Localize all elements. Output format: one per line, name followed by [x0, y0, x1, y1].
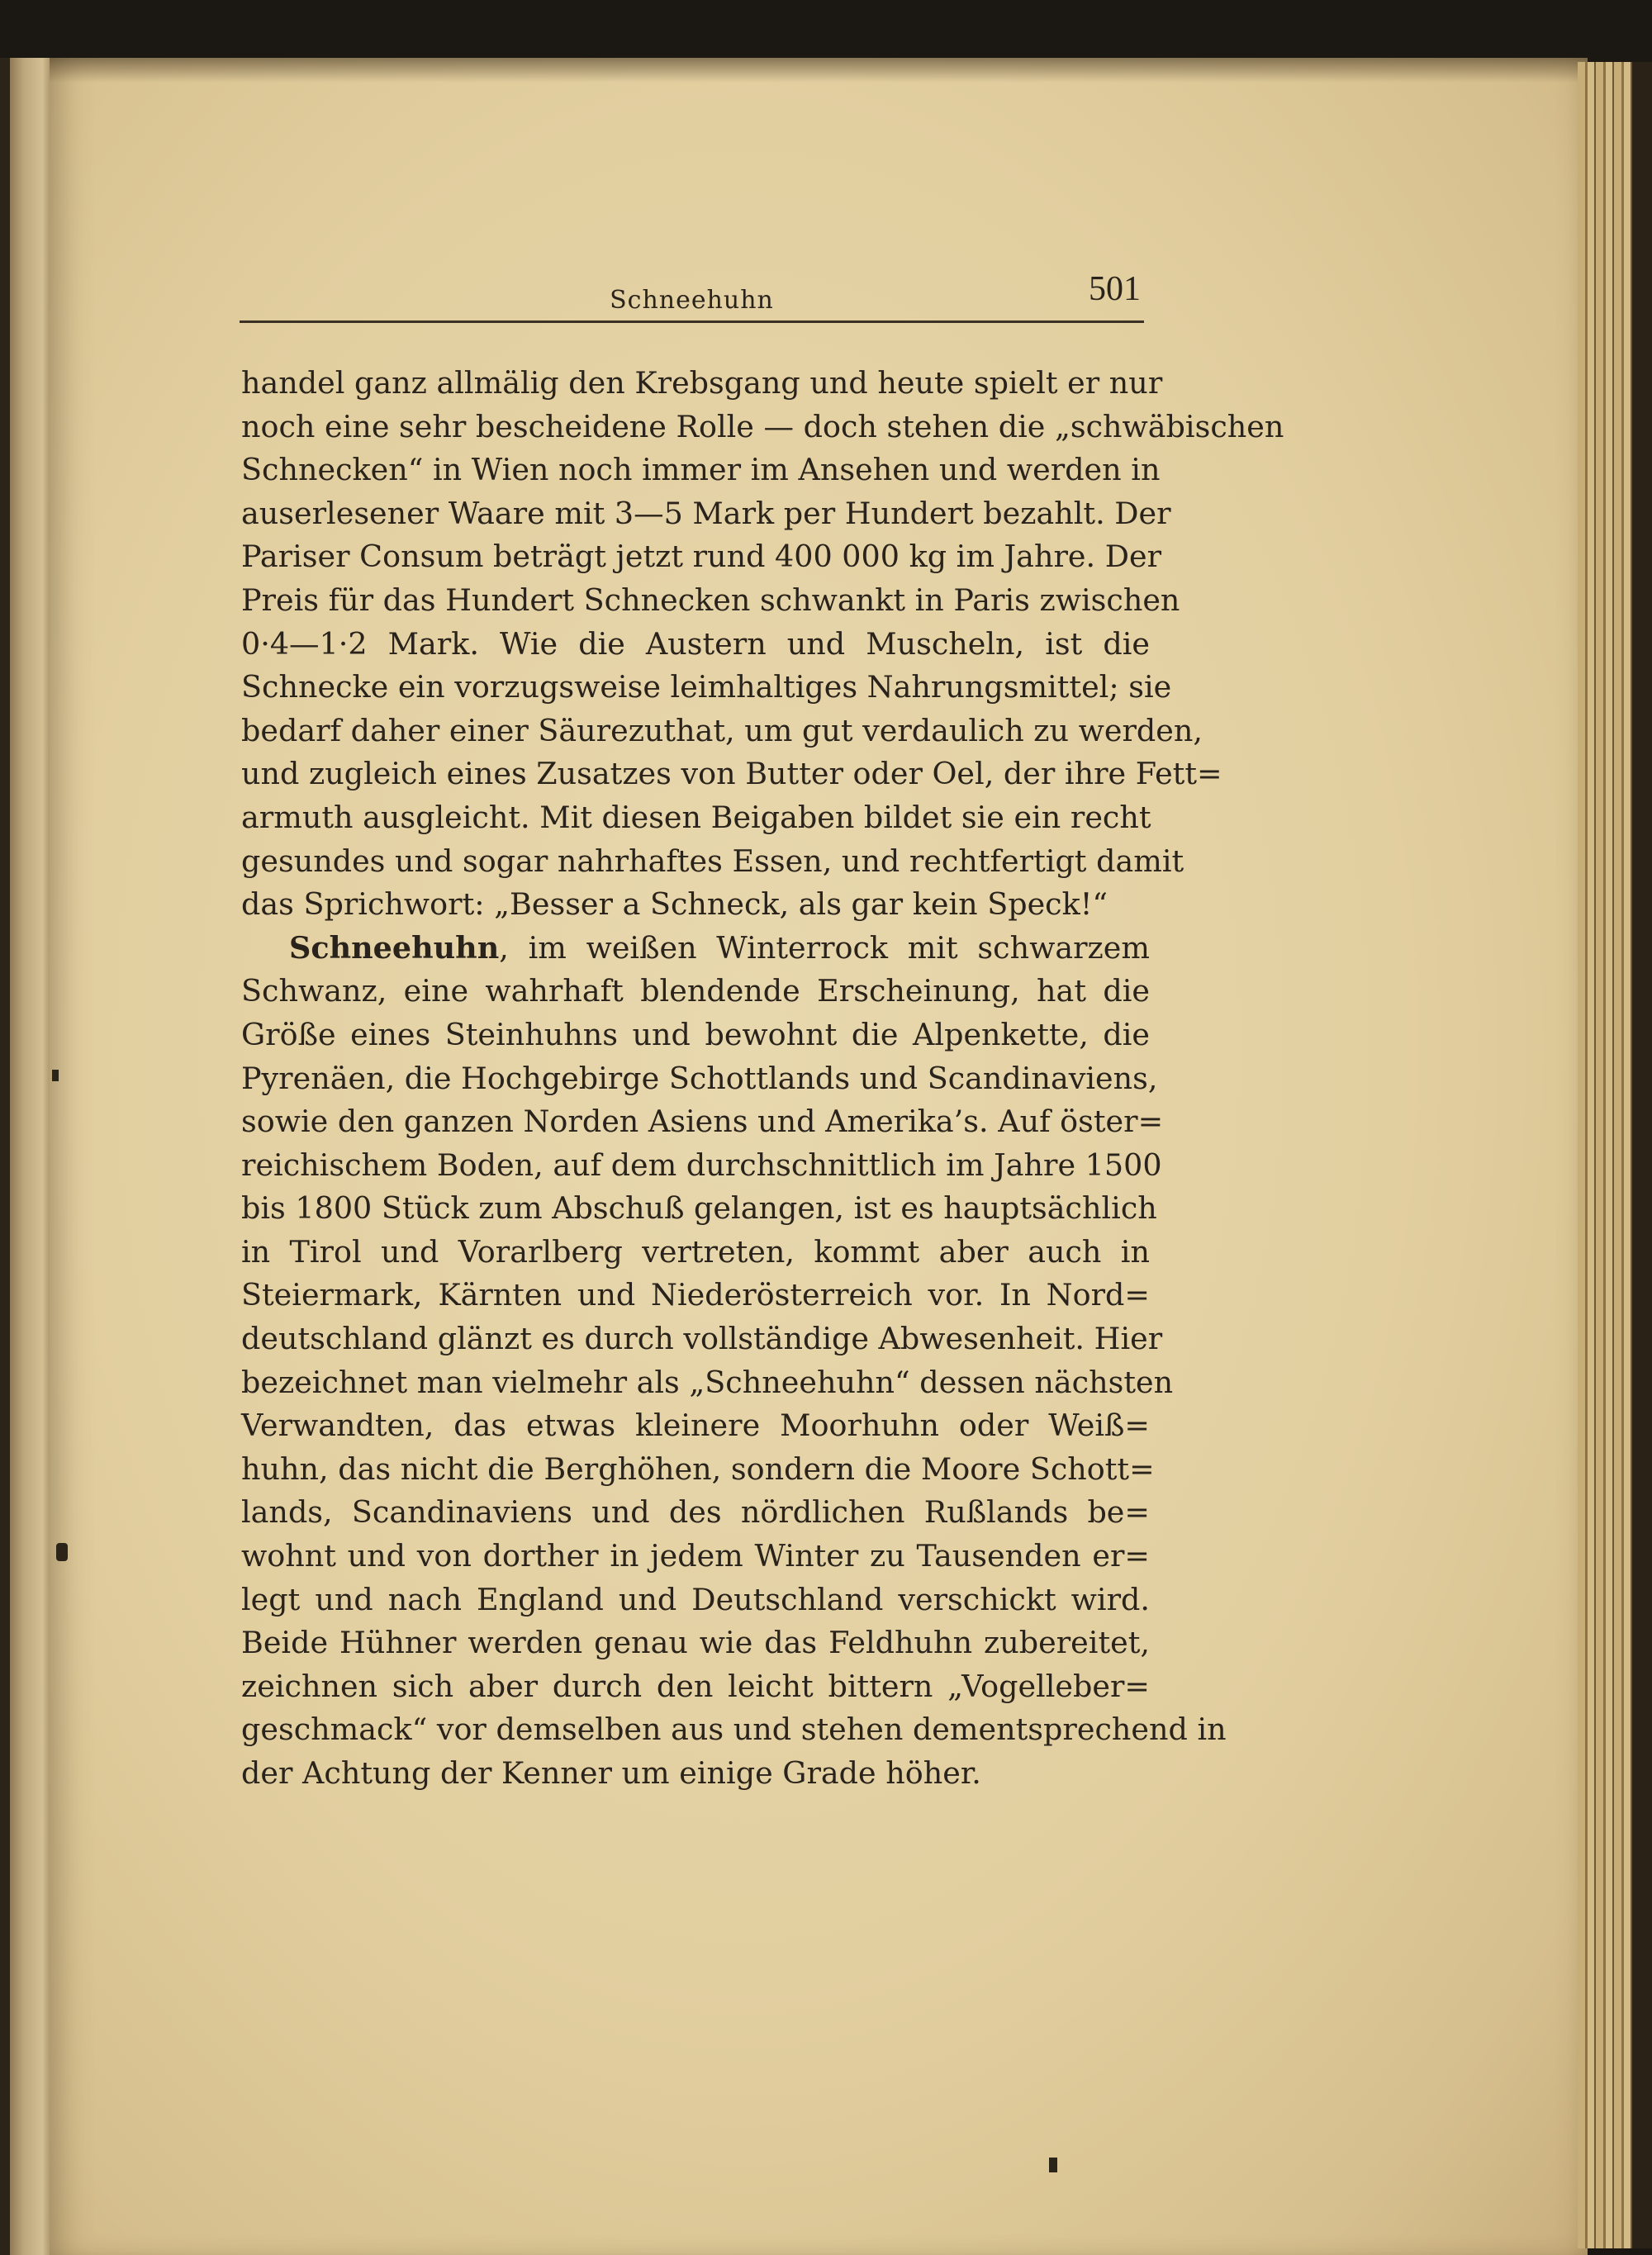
- text-line: reichischem Boden, auf dem durchschnittlich im Jahre 1500: [241, 1146, 1162, 1183]
- body-text: [241, 362, 1284, 1796]
- text-line: gesundes und sogar nahrhaftes Essen, und rechtfertigt damit: [241, 843, 1184, 879]
- text-line: auserlesener Waare mit 3—5 Mark per Hundert bezahlt. Der: [241, 495, 1171, 531]
- text-line: Preis für das Hundert Schnecken schwankt in Paris zwischen: [241, 582, 1180, 618]
- text-line: Beide Hühner werden genau wie das Feldhuhn zubereitet,: [241, 1625, 1150, 1661]
- text-line: wohnt und von dorther in jedem Winter zu Tausenden er=: [241, 1538, 1150, 1574]
- text-line: geschmack“ vor demselben aus und stehen dementsprechend in: [241, 1711, 1227, 1748]
- text-line: lands, Scandinaviens und des nördlichen Rußlands be=: [241, 1494, 1150, 1531]
- page-header: [240, 266, 1144, 323]
- margin-speck: [56, 1543, 68, 1561]
- text-line: bezeichnet man vielmehr als „Schneehuhn“ dessen nächsten: [241, 1364, 1174, 1400]
- text-line: und zugleich eines Zusatzes von Butter oder Oel, der ihre Fett=: [241, 756, 1222, 792]
- text-line: Größe eines Steinhuhns und bewohnt die Alpenkette, die: [241, 1016, 1150, 1052]
- margin-speck: [52, 1070, 59, 1081]
- text-line: Steiermark, Kärnten und Niederösterreich vor. In Nord=: [241, 1277, 1150, 1313]
- text-line: sowie den ganzen Norden Asiens und Amerika’s. Auf öster=: [241, 1104, 1164, 1140]
- text-line: der Achtung der Kenner um einige Grade höher.: [241, 1755, 981, 1791]
- text-line: bis 1800 Stück zum Abschuß gelangen, ist es hauptsächlich: [241, 1190, 1157, 1227]
- margin-speck: [1049, 2158, 1057, 2172]
- text-line: huhn, das nicht die Berghöhen, sondern die Moore Schott=: [241, 1450, 1155, 1487]
- page-top-shadow: [50, 58, 1588, 83]
- text-line: Verwandten, das etwas kleinere Moorhuhn oder Weiß=: [241, 1408, 1150, 1444]
- text-line: Schnecke ein vorzugsweise leimhaltiges Nahrungsmittel; sie: [241, 669, 1172, 705]
- text-line: zeichnen sich aber durch den leicht bittern „Vogelleber=: [241, 1668, 1150, 1704]
- page-number: 501: [1089, 270, 1141, 308]
- text-line: deutschland glänzt es durch vollständige Abwesenheit. Hier: [241, 1321, 1163, 1357]
- page-stack-edges: [1578, 62, 1652, 2248]
- text-line: handel ganz allmälig den Krebsgang und heute spielt er nur: [241, 365, 1163, 401]
- text-line: Schwanz, eine wahrhaft blendende Erscheinung, hat die: [241, 973, 1150, 1009]
- text-line: armuth ausgleicht. Mit diesen Beigaben bildet sie ein recht: [241, 799, 1151, 835]
- entry-first-line: [241, 927, 1150, 971]
- text-line: legt und nach England und Deutschland verschickt wird.: [241, 1581, 1150, 1617]
- text-line: Schnecken“ in Wien noch immer im Ansehen und werden in: [241, 452, 1161, 488]
- binding-shadow: [0, 58, 10, 2255]
- text-line: in Tirol und Vorarlberg vertreten, kommt aber auch in: [241, 1233, 1150, 1270]
- text-line: bedarf daher einer Säurezuthat, um gut verdaulich zu werden,: [241, 712, 1203, 748]
- entry-headword-rest: , im weißen Winterrock mit schwarzem: [499, 929, 1150, 966]
- text-line: das Sprichwort: „Besser a Schneck, als gar kein Speck!“: [241, 886, 1108, 923]
- text-line: noch eine sehr bescheidene Rolle — doch stehen die „schwäbischen: [241, 408, 1284, 444]
- running-head: Schneehuhn: [610, 286, 774, 315]
- entry-headword: Schneehuhn: [289, 929, 500, 966]
- text-line: Pariser Consum beträgt jetzt rund 400 000 kg im Jahre. Der: [241, 539, 1162, 575]
- text-line: 0·4—1·2 Mark. Wie die Austern und Muscheln, ist die: [241, 625, 1150, 662]
- text-line: Pyrenäen, die Hochgebirge Schottlands und Scandinaviens,: [241, 1060, 1158, 1096]
